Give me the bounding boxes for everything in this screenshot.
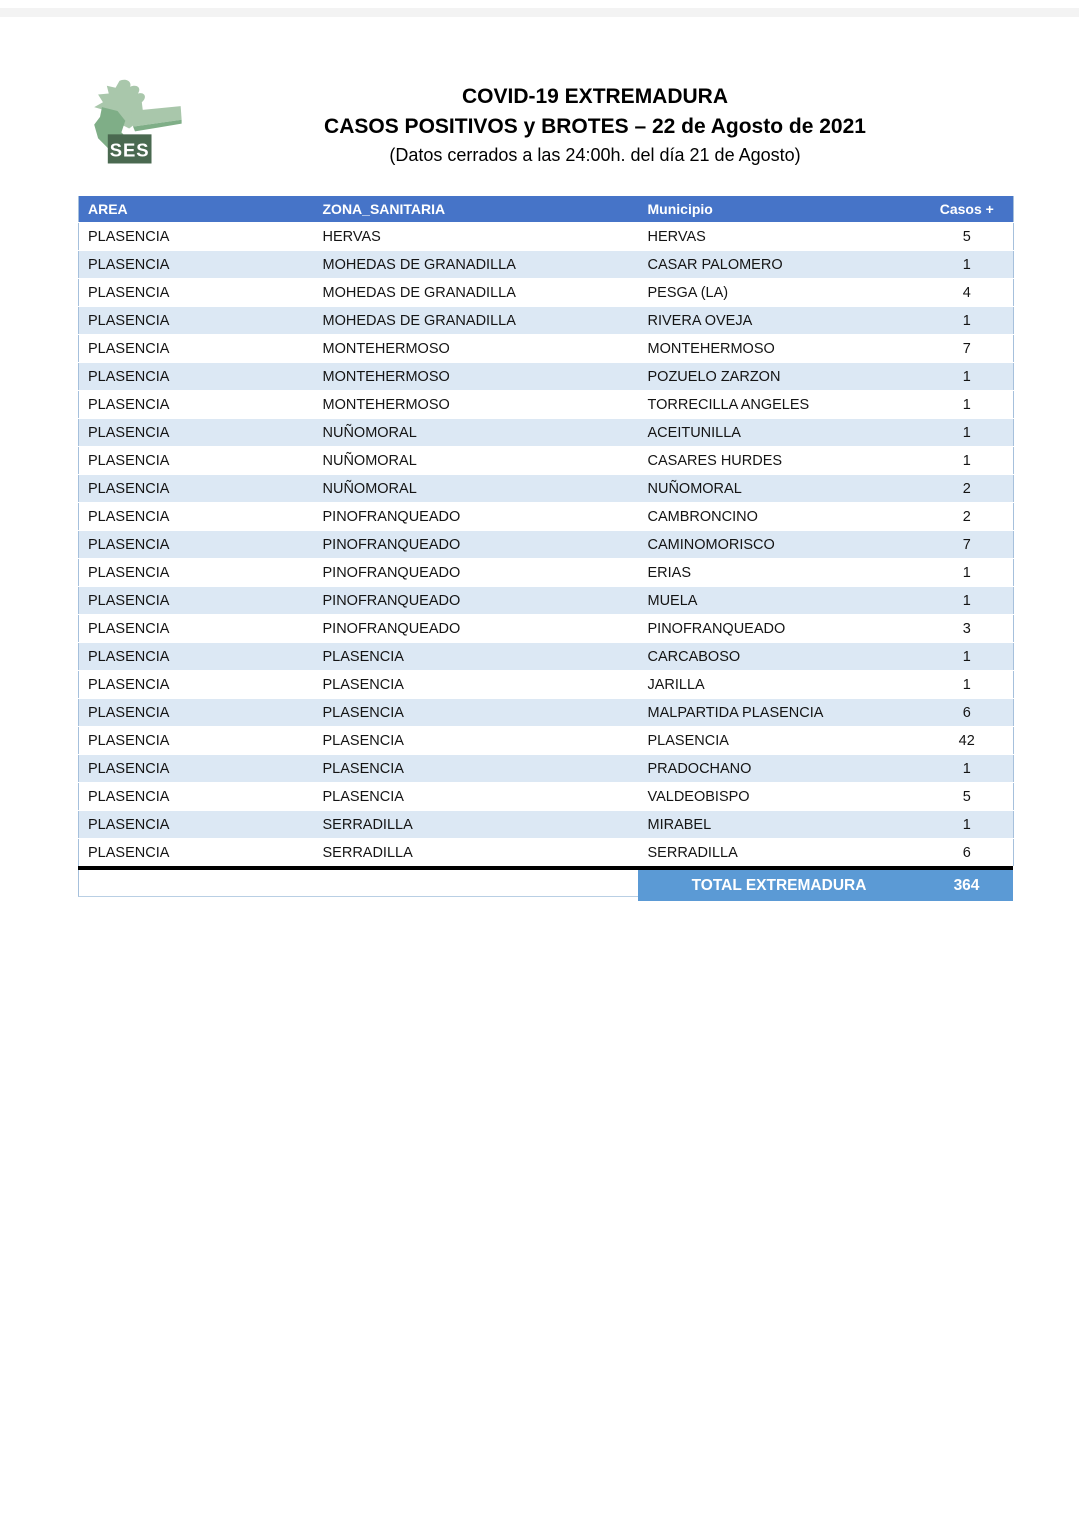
table-cell: PLASENCIA <box>314 671 639 699</box>
total-value: 364 <box>953 876 980 894</box>
table-cell: PLASENCIA <box>79 587 314 615</box>
table-cell: PLASENCIA <box>314 783 639 811</box>
table-row <box>79 363 1014 391</box>
table-row <box>79 587 1014 615</box>
table-cell: PLASENCIA <box>79 839 314 867</box>
table-cell: CAMBRONCINO <box>639 503 921 531</box>
table-cell: PINOFRANQUEADO <box>314 503 639 531</box>
table-row <box>79 475 1014 503</box>
table-cell: PLASENCIA <box>79 475 314 503</box>
table-cell: PLASENCIA <box>79 447 314 475</box>
table-cell: PESGA (LA) <box>639 279 921 307</box>
table-cell: PLASENCIA <box>79 251 314 279</box>
table-cell: 1 <box>921 251 1014 279</box>
table-row <box>79 755 1014 783</box>
table-cell: CASAR PALOMERO <box>639 251 921 279</box>
table-cell: MUELA <box>639 587 921 615</box>
table-cell: PLASENCIA <box>79 559 314 587</box>
table-cell: HERVAS <box>314 223 639 251</box>
table-row <box>79 727 1014 755</box>
table-cell: PLASENCIA <box>79 419 314 447</box>
table-cell: PLASENCIA <box>79 363 314 391</box>
table-cell: MONTEHERMOSO <box>639 335 921 363</box>
table-cell: TORRECILLA ANGELES <box>639 391 921 419</box>
logo-ses-text: SES <box>109 139 150 161</box>
table-cell: 1 <box>921 363 1014 391</box>
table-cell: 1 <box>921 391 1014 419</box>
table-cell: SERRADILLA <box>314 839 639 867</box>
table-cell: MALPARTIDA PLASENCIA <box>639 699 921 727</box>
table-cell: PLASENCIA <box>639 727 921 755</box>
table-cell: 3 <box>921 615 1014 643</box>
table-cell: 1 <box>921 755 1014 783</box>
table-cell: PLASENCIA <box>79 307 314 335</box>
table-row <box>79 447 1014 475</box>
table-cell: CAMINOMORISCO <box>639 531 921 559</box>
table-row <box>79 699 1014 727</box>
table-cell: 6 <box>921 839 1014 867</box>
table-cell: PLASENCIA <box>314 699 639 727</box>
table-cell: 1 <box>921 643 1014 671</box>
table-cell: JARILLA <box>639 671 921 699</box>
page-subtitle: CASOS POSITIVOS y BROTES – 22 de Agosto de 2021 <box>324 115 866 138</box>
column-header-area: AREA <box>79 196 314 223</box>
page-top-band <box>0 8 1079 17</box>
table-row <box>79 251 1014 279</box>
table-cell: PLASENCIA <box>79 335 314 363</box>
table-row <box>79 391 1014 419</box>
table-cell: 1 <box>921 307 1014 335</box>
table-cell: PINOFRANQUEADO <box>314 587 639 615</box>
table-cell: 2 <box>921 475 1014 503</box>
table-cell: 7 <box>921 531 1014 559</box>
table-cell: PLASENCIA <box>314 727 639 755</box>
table-cell: 6 <box>921 699 1014 727</box>
table-cell: 1 <box>921 559 1014 587</box>
table-cell: PRADOCHANO <box>639 755 921 783</box>
table-header-row <box>79 196 1014 223</box>
table-cell: 42 <box>921 727 1014 755</box>
table-cell: MONTEHERMOSO <box>314 363 639 391</box>
table-cell: RIVERA OVEJA <box>639 307 921 335</box>
table-row <box>79 671 1014 699</box>
table-cell: PLASENCIA <box>79 531 314 559</box>
table-cell: 1 <box>921 811 1014 839</box>
table-row <box>79 419 1014 447</box>
table-row <box>79 503 1014 531</box>
column-header-zona-sanitaria: ZONA_SANITARIA <box>314 196 639 223</box>
table-cell: PINOFRANQUEADO <box>639 615 921 643</box>
table-cell: PLASENCIA <box>79 727 314 755</box>
table-cell: PLASENCIA <box>79 279 314 307</box>
table-cell: NUÑOMORAL <box>314 447 639 475</box>
ses-logo-icon <box>84 78 186 180</box>
table-cell: SERRADILLA <box>314 811 639 839</box>
table-cell: MONTEHERMOSO <box>314 335 639 363</box>
table-cell: PLASENCIA <box>79 391 314 419</box>
cases-table <box>78 196 1014 866</box>
page-title: COVID-19 EXTREMADURA <box>461 85 729 108</box>
table-cell: 4 <box>921 279 1014 307</box>
table-cell: 1 <box>921 419 1014 447</box>
total-empty-cell <box>78 870 638 897</box>
table-cell: PLASENCIA <box>79 671 314 699</box>
data-closing-note: (Datos cerrados a las 24:00h. del día 21 de Agosto) <box>389 145 801 165</box>
table-cell: 1 <box>921 447 1014 475</box>
table-cell: PINOFRANQUEADO <box>314 615 639 643</box>
table-cell: MOHEDAS DE GRANADILLA <box>314 307 639 335</box>
column-header-municipio: Municipio <box>639 196 921 223</box>
table-row <box>79 643 1014 671</box>
table-row <box>79 615 1014 643</box>
table-cell: PLASENCIA <box>79 503 314 531</box>
table-cell: PLASENCIA <box>79 699 314 727</box>
table-cell: PLASENCIA <box>314 643 639 671</box>
table-row <box>79 223 1014 251</box>
table-cell: 1 <box>921 587 1014 615</box>
table-row <box>79 531 1014 559</box>
table-cell: MOHEDAS DE GRANADILLA <box>314 279 639 307</box>
table-row <box>79 335 1014 363</box>
table-cell: PLASENCIA <box>79 223 314 251</box>
table-cell: PINOFRANQUEADO <box>314 559 639 587</box>
table-cell: PLASENCIA <box>79 783 314 811</box>
table-cell: VALDEOBISPO <box>639 783 921 811</box>
total-label: TOTAL EXTREMADURA <box>691 876 867 894</box>
table-cell: 5 <box>921 783 1014 811</box>
table-cell: PLASENCIA <box>79 811 314 839</box>
table-cell: PLASENCIA <box>79 615 314 643</box>
table-cell: 1 <box>921 671 1014 699</box>
table-cell: PLASENCIA <box>79 755 314 783</box>
table-cell: 7 <box>921 335 1014 363</box>
table-cell: HERVAS <box>639 223 921 251</box>
table-cell: 5 <box>921 223 1014 251</box>
table-cell: MIRABEL <box>639 811 921 839</box>
table-row <box>79 559 1014 587</box>
table-cell: MONTEHERMOSO <box>314 391 639 419</box>
table-cell: PINOFRANQUEADO <box>314 531 639 559</box>
table-cell: ERIAS <box>639 559 921 587</box>
table-cell: MOHEDAS DE GRANADILLA <box>314 251 639 279</box>
table-cell: PLASENCIA <box>79 643 314 671</box>
table-cell: ACEITUNILLA <box>639 419 921 447</box>
table-cell: CARCABOSO <box>639 643 921 671</box>
table-cell: NUÑOMORAL <box>639 475 921 503</box>
table-cell: NUÑOMORAL <box>314 475 639 503</box>
table-cell: PLASENCIA <box>314 755 639 783</box>
table-row <box>79 279 1014 307</box>
table-row <box>79 839 1014 867</box>
table-cell: 2 <box>921 503 1014 531</box>
total-row <box>638 870 1013 901</box>
column-header-casos: Casos + <box>921 196 1014 223</box>
table-cell: POZUELO ZARZON <box>639 363 921 391</box>
table-cell: CASARES HURDES <box>639 447 921 475</box>
table-row <box>79 307 1014 335</box>
table-cell: SERRADILLA <box>639 839 921 867</box>
table-row <box>79 811 1014 839</box>
table-row <box>79 783 1014 811</box>
table-body <box>79 223 1014 867</box>
report-header <box>180 82 1010 169</box>
table-cell: NUÑOMORAL <box>314 419 639 447</box>
